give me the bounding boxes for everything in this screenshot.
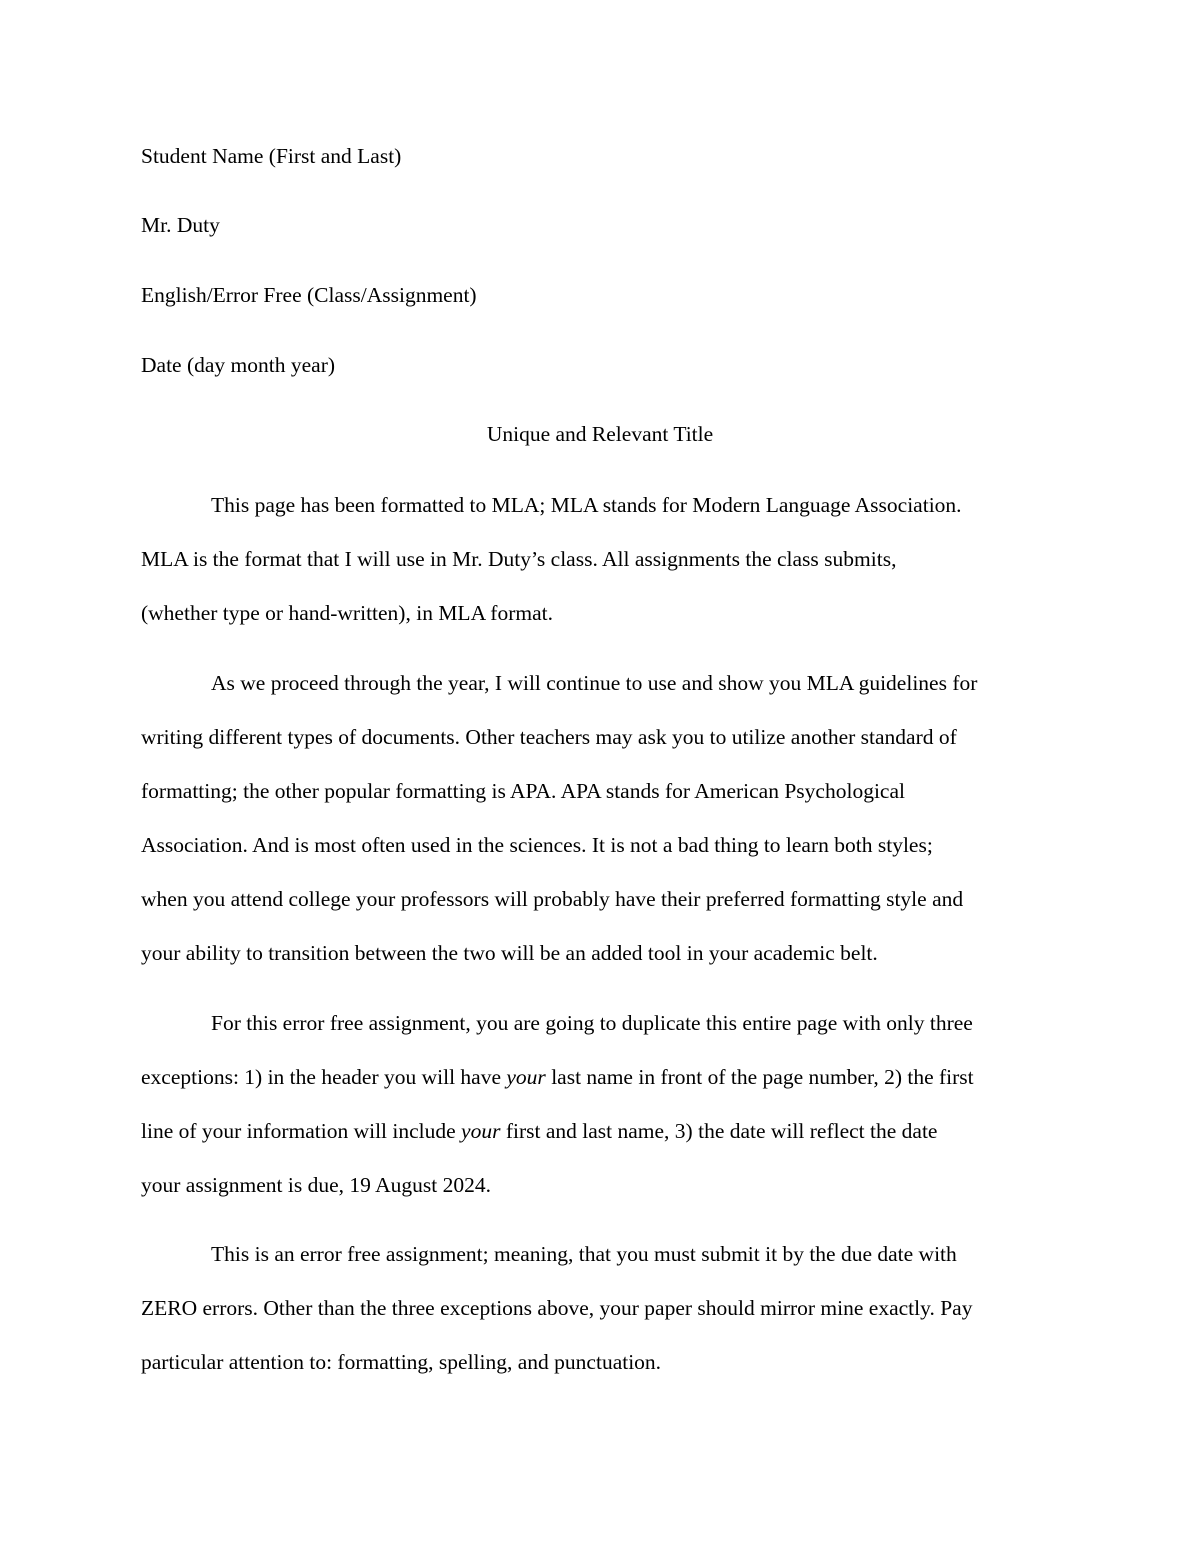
line-text: last name in front of the page number, 2) the first (545, 1065, 974, 1089)
paragraph-line: As we proceed through the year, I will continue to use and show you MLA guidelines for (211, 671, 978, 695)
paragraph-line: (whether type or hand-written), in MLA format. (141, 601, 553, 625)
paragraph-line: Association. And is most often used in the sciences. It is not a bad thing to learn both styles; (141, 833, 933, 857)
emphasized-word: your (506, 1065, 546, 1089)
paragraph-line (141, 1119, 937, 1143)
paragraph-line: your assignment is due, 19 August 2024. (141, 1173, 491, 1197)
date-line: Date (day month year) (141, 353, 336, 377)
student-name-line: Student Name (First and Last) (141, 144, 402, 168)
paragraph-line: This page has been formatted to MLA; MLA stands for Modern Language Association. (211, 493, 962, 517)
line-text: line of your information will include (141, 1119, 462, 1143)
line-text: exceptions: 1) in the header you will have (141, 1065, 507, 1089)
paragraph-line: ZERO errors. Other than the three exceptions above, your paper should mirror mine exactly. Pay (141, 1296, 973, 1320)
paragraph-line: your ability to transition between the two will be an added tool in your academic belt. (141, 941, 878, 965)
paragraph-line: MLA is the format that I will use in Mr. Duty’s class. All assignments the class submits, (141, 547, 897, 571)
paragraph-line: when you attend college your professors will probably have their preferred formatting style and (141, 887, 964, 911)
paragraph-line: formatting; the other popular formatting is APA. APA stands for American Psychological (141, 779, 905, 803)
paragraph-line: For this error free assignment, you are going to duplicate this entire page with only three (211, 1011, 973, 1035)
paragraph-line (141, 1065, 974, 1089)
paragraph-line: particular attention to: formatting, spelling, and punctuation. (141, 1350, 662, 1374)
emphasized-word: your (461, 1119, 501, 1143)
paragraph-line: writing different types of documents. Other teachers may ask you to utilize another standard of (141, 725, 957, 749)
teacher-line: Mr. Duty (141, 213, 220, 237)
class-assignment-line: English/Error Free (Class/Assignment) (141, 283, 477, 307)
paragraph-line: This is an error free assignment; meaning, that you must submit it by the due date with (211, 1242, 957, 1266)
paper-title: Unique and Relevant Title (486, 422, 714, 446)
line-text: first and last name, 3) the date will reflect the date (500, 1119, 938, 1143)
